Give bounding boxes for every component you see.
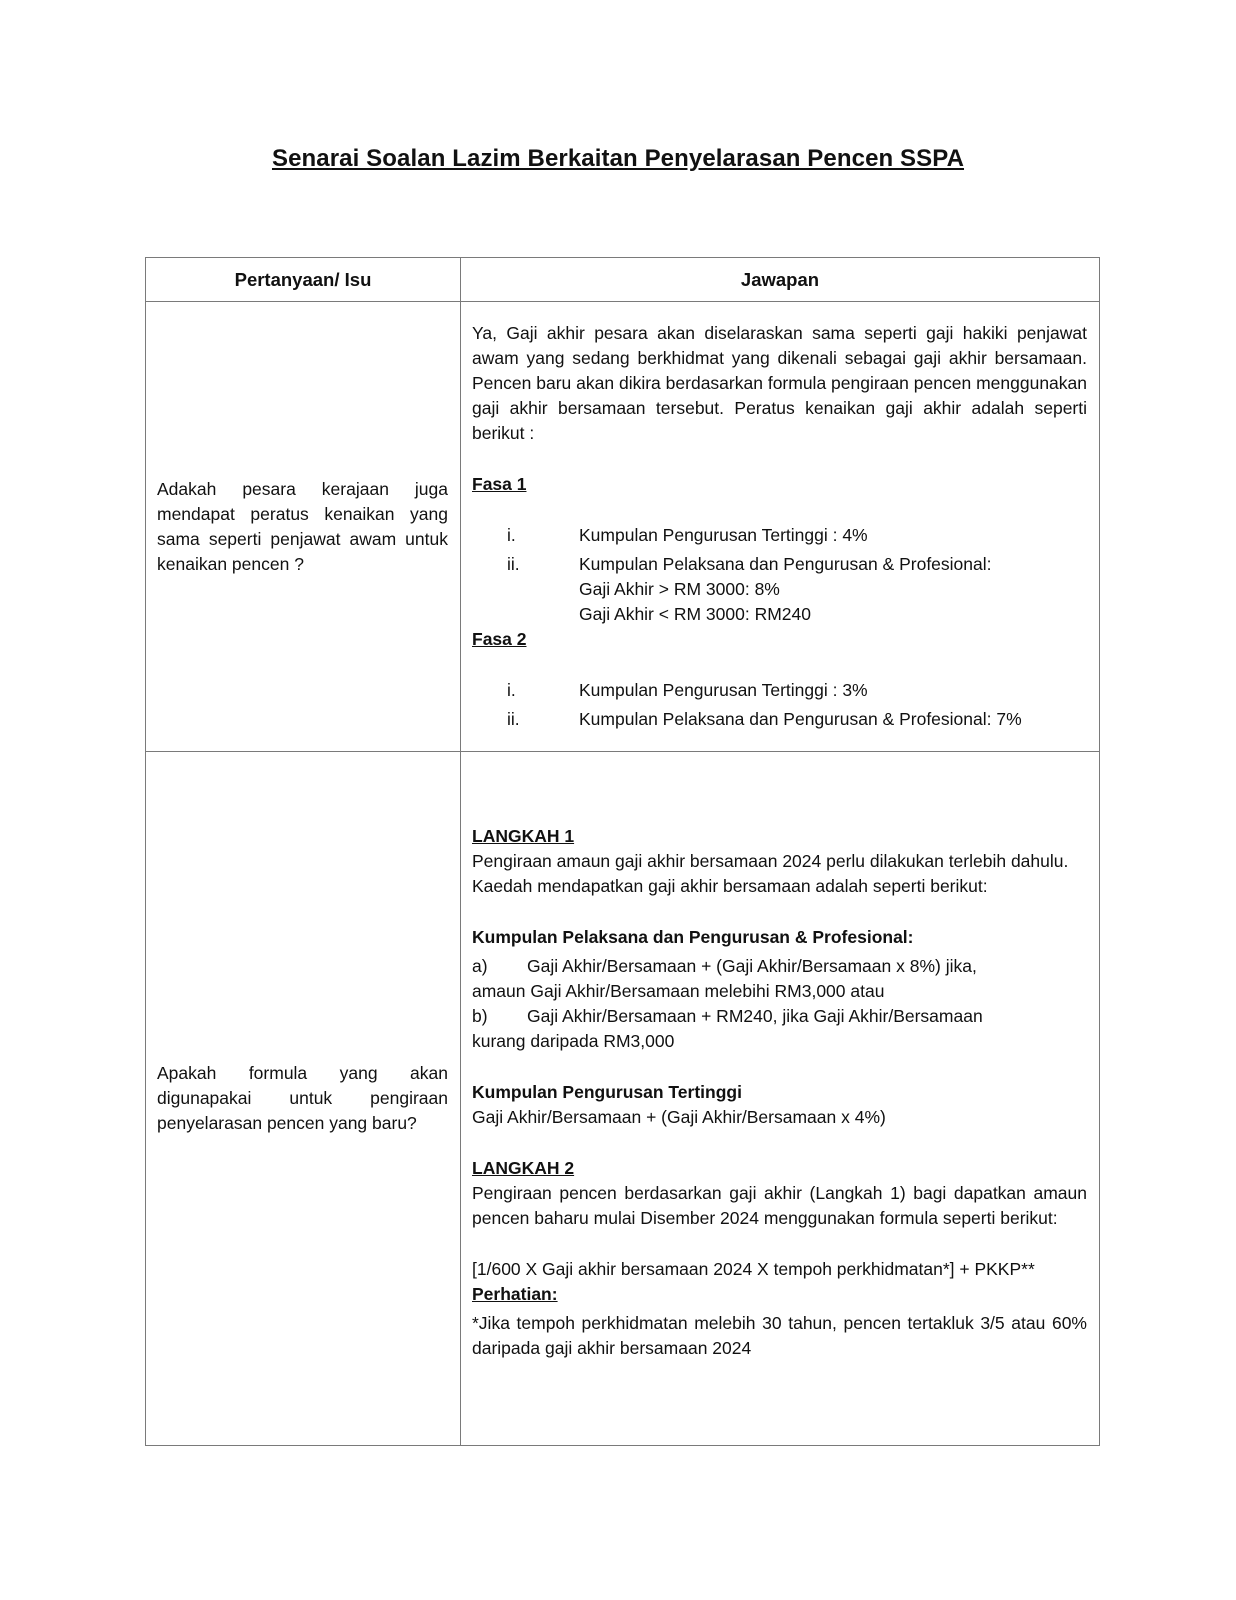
- list-text: Kumpulan Pelaksana dan Pengurusan & Profesional: 7%: [579, 709, 1022, 729]
- step-2-heading: LANGKAH 2: [472, 1158, 575, 1178]
- group-2-heading: Kumpulan Pengurusan Tertinggi: [472, 1082, 742, 1102]
- table-header-row: [146, 258, 1100, 302]
- item-text: Gaji Akhir/Bersamaan + (Gaji Akhir/Bersamaan x 8%) jika,: [527, 956, 977, 976]
- list-item: [472, 552, 1087, 627]
- group-2-text: Gaji Akhir/Bersamaan + (Gaji Akhir/Bersamaan x 4%): [472, 1107, 886, 1127]
- answer-intro: Ya, Gaji akhir pesara akan diselaraskan sama seperti gaji hakiki penjawat awam yang sedang berkhidmat yang dikenali sebagai gaji akhir bersamaan. Pencen baru akan dikira berdasarkan formula pengiraan pencen menggunakan gaji akhir bersamaan tersebut. Peratus kenaikan gaji akhir adalah seperti berikut :: [472, 323, 1087, 443]
- item-text: Gaji Akhir/Bersamaan + RM240, jika Gaji Akhir/Bersamaan: [527, 1006, 983, 1026]
- note-text: *Jika tempoh perkhidmatan melebih 30 tahun, pencen tertakluk 3/5 atau 60% daripada gaji akhir bersamaan 2024: [472, 1313, 1087, 1358]
- pension-formula: [1/600 X Gaji akhir bersamaan 2024 X tempoh perkhidmatan*] + PKKP**: [472, 1259, 1035, 1279]
- item-text-continued: kurang daripada RM3,000: [472, 1031, 675, 1051]
- group-1-heading: Kumpulan Pelaksana dan Pengurusan & Profesional:: [472, 927, 914, 947]
- page-title: Senarai Soalan Lazim Berkaitan Penyelarasan Pencen SSPA: [271, 145, 965, 172]
- phase-1-heading: Fasa 1: [472, 474, 527, 494]
- list-item: [472, 1004, 1087, 1029]
- list-text: Kumpulan Pengurusan Tertinggi : 3%: [579, 680, 868, 700]
- note-heading: Perhatian:: [472, 1284, 558, 1304]
- item-label: a): [472, 956, 488, 976]
- list-item: [472, 523, 1087, 548]
- table-row: [146, 302, 1100, 752]
- answer-cell: [461, 302, 1100, 752]
- list-text: Gaji Akhir > RM 3000: 8%: [579, 579, 780, 599]
- answer-cell: [461, 752, 1100, 1446]
- faq-table: [145, 257, 1100, 1446]
- list-text: Gaji Akhir < RM 3000: RM240: [579, 604, 811, 624]
- step-1-text: Pengiraan amaun gaji akhir bersamaan 2024 perlu dilakukan terlebih dahulu.: [472, 851, 1069, 871]
- item-text-continued: amaun Gaji Akhir/Bersamaan melebihi RM3,000 atau: [472, 981, 885, 1001]
- step-1-heading: LANGKAH 1: [472, 826, 575, 846]
- list-item: [472, 678, 1087, 703]
- list-number: ii.: [507, 554, 520, 574]
- list-number: i.: [507, 525, 516, 545]
- list-text: Kumpulan Pengurusan Tertinggi : 4%: [579, 525, 868, 545]
- question-cell: Adakah pesara kerajaan juga mendapat peratus kenaikan yang sama seperti penjawat awam untuk kenaikan pencen ?: [146, 302, 461, 752]
- step-1-method: Kaedah mendapatkan gaji akhir bersamaan adalah seperti berikut:: [472, 876, 988, 896]
- item-label: b): [472, 1006, 488, 1026]
- list-number: i.: [507, 680, 516, 700]
- list-number: ii.: [507, 709, 520, 729]
- table-row: [146, 752, 1100, 1446]
- question-cell: Apakah formula yang akan digunapakai untuk pengiraan penyelarasan pencen yang baru?: [146, 752, 461, 1446]
- list-item: [472, 707, 1087, 732]
- list-item: [472, 954, 1087, 979]
- list-text: Kumpulan Pelaksana dan Pengurusan & Profesional:: [579, 554, 992, 574]
- header-question: Pertanyaan/ Isu: [146, 258, 461, 302]
- phase-2-heading: Fasa 2: [472, 629, 527, 649]
- step-2-text: Pengiraan pencen berdasarkan gaji akhir (Langkah 1) bagi dapatkan amaun pencen baharu mulai Disember 2024 menggunakan formula seperti berikut:: [472, 1183, 1087, 1228]
- header-answer: Jawapan: [461, 258, 1100, 302]
